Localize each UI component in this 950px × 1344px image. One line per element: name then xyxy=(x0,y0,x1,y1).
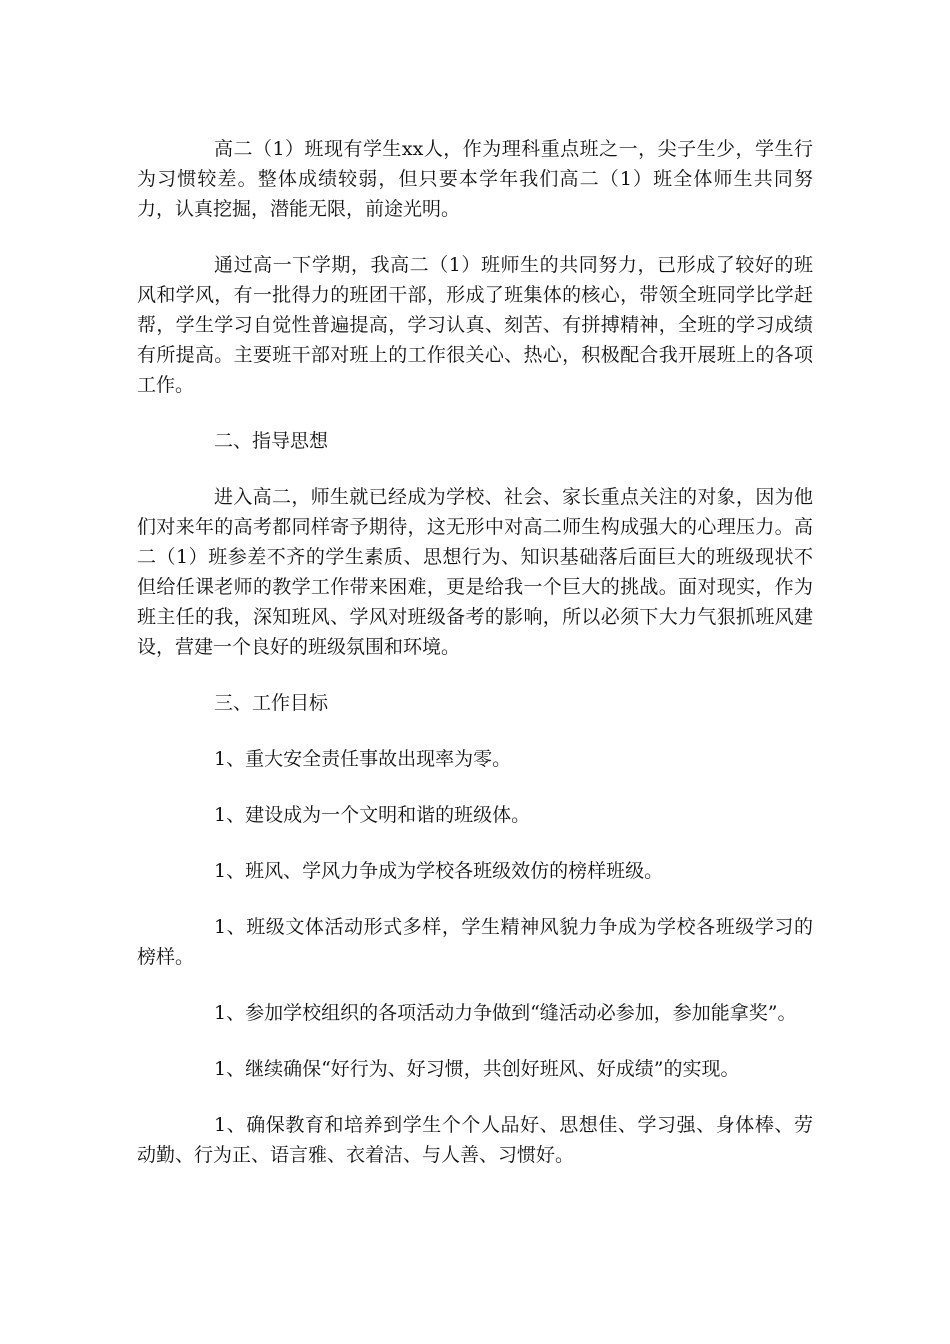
goal-item: 1、重大安全责任事故出现率为零。 xyxy=(214,748,512,770)
goal-item: 1、班级文体活动形式多样，学生精神风貌力争成为学校各班级学习的榜样。 xyxy=(137,916,813,968)
goal-item: 1、建设成为一个文明和谐的班级体。 xyxy=(214,804,531,826)
paragraph-guiding-thought: 进入高二，师生就已经成为学校、社会、家长重点关注的对象，因为他们对来年的高考都同样寄予期待，这无形中对高二师生构成强大的心理压力。高二（1）班参差不齐的学生素质、思想行为、知识基础落后面巨大的班级现状不但给任课老师的教学工作带来困难，更是给我一个巨大的挑战。面对现实，作为班主任的我，深知班风、学风对班级备考的影响，所以必须下大力气狠抓班风建设，营建一个良好的班级氛围和环境。 xyxy=(137,486,813,658)
paragraph-class-overview: 高二（1）班现有学生xx人，作为理科重点班之一，尖子生少，学生行为习惯较差。整体成绩较弱，但只要本学年我们高二（1）班全体师生共同努力，认真挖掘，潜能无限，前途光明。 xyxy=(137,138,813,220)
goal-item: 1、参加学校组织的各项活动力争做到“缝活动必参加，参加能拿奖”。 xyxy=(214,1002,797,1024)
goal-item: 1、班风、学风力争成为学校各班级效仿的榜样班级。 xyxy=(214,860,664,882)
goal-item: 1、继续确保“好行为、好习惯，共创好班风、好成绩”的实现。 xyxy=(214,1058,740,1080)
paragraph-class-progress: 通过高一下学期，我高二（1）班师生的共同努力，已形成了较好的班风和学风，有一批得力的班团干部，形成了班集体的核心，带领全班同学比学赶帮，学生学习自觉性普遍提高，学习认真、刻苦、有拼搏精神，全班的学习成绩有所提高。主要班干部对班上的工作很关心、热心，积极配合我开展班上的各项工作。 xyxy=(137,254,813,396)
section-heading-work-goals: 三、工作目标 xyxy=(214,692,329,714)
section-heading-guiding-thought: 二、指导思想 xyxy=(214,430,329,452)
document-body xyxy=(137,134,813,1170)
goal-item: 1、确保教育和培养到学生个个人品好、思想佳、学习强、身体棒、劳动勤、行为正、语言雅、衣着洁、与人善、习惯好。 xyxy=(137,1114,813,1166)
